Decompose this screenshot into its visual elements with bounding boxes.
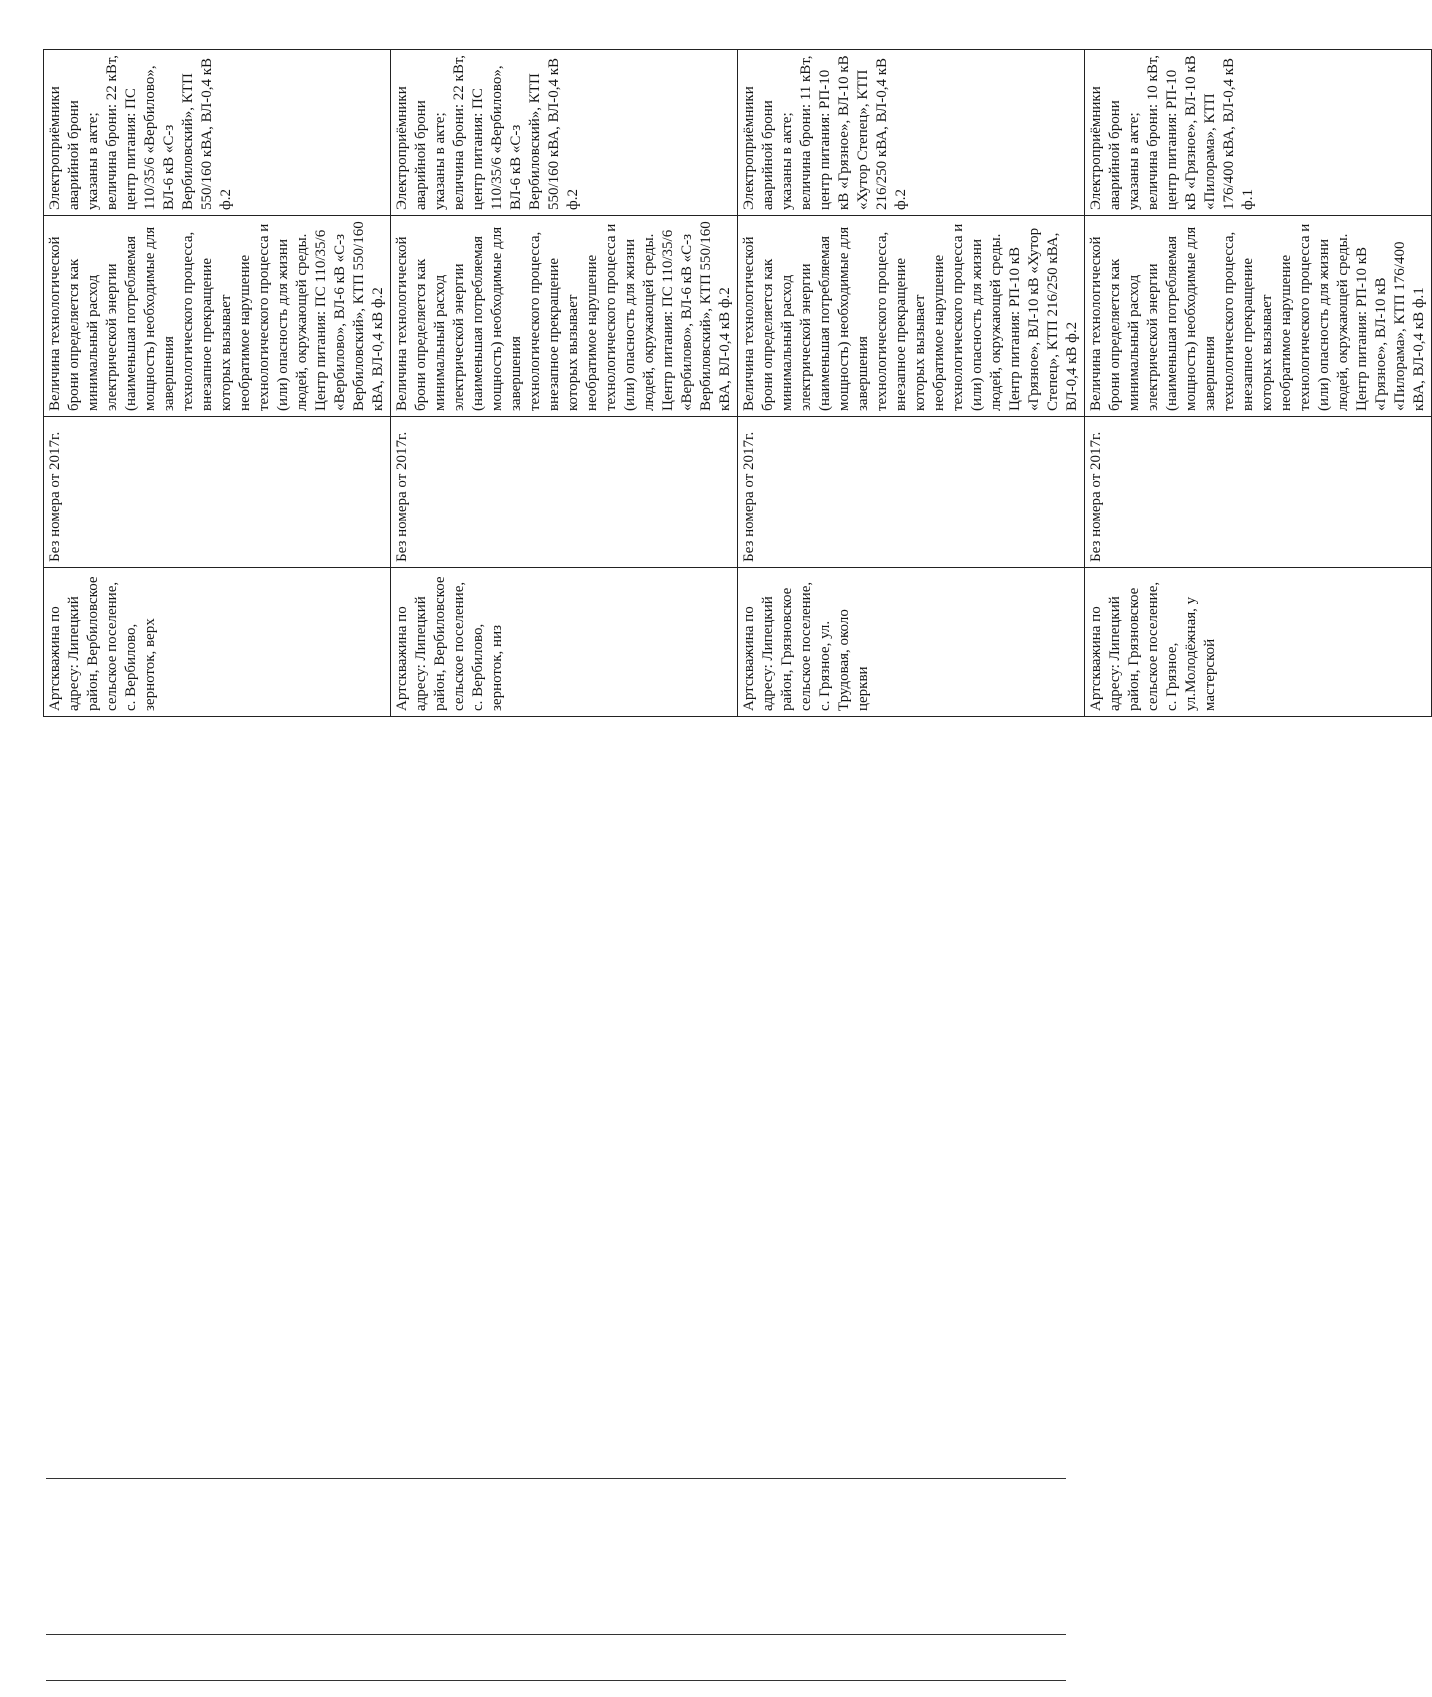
tech-reserve-cell: Величина технологической брони определяется как минимальный расход электрической энергии (наименьшая потребляемая мощность) необходимые для завершения технологического процесса, внезапное прекращение которых вызывает необратимое нарушение технологического процесса и (или) опасность для жизни людей, окружающей среды. Центр питания: ПС 110/35/6 «Вербилово», ВЛ-6 кВ «С-з Вербиловский», КТП 550/160 кВА, ВЛ-0,4 кВ ф.2 — [44, 216, 391, 417]
act-cell: Без номера от 2017г. — [738, 417, 1085, 568]
act-cell: Без номера от 2017г. — [44, 417, 391, 568]
rotated-table-container — [43, 0, 1427, 717]
emergency-reserve-cell: Электроприёмники аварийной брони указаны в акте; величина брони: 22 кВт, центр питания: ПС 110/35/6 «Вербилово», ВЛ-6 кВ «С-з Вербиловский», КТП 550/160 кВА, ВЛ-0,4 кВ ф.2 — [391, 50, 738, 216]
object-address-cell: Артскважина по адресу: Липецкий район, Вербиловское сельское поселение, с. Вербилово, зерноток, верх — [44, 568, 391, 717]
object-address-cell: Артскважина по адресу: Липецкий район, Грязновское сельское поселение, с. Грязное, ул.Молодёжная, у мастерской — [1085, 568, 1432, 717]
emergency-reserve-cell: Электроприёмники аварийной брони указаны в акте; величина брони: 11 кВт, центр питания: РП-10 кВ «Грязное», ВЛ-10 кВ «Хутор Степец», КТП 216/250 кВА, ВЛ-0,4 кВ ф.2 — [738, 50, 1085, 216]
tech-reserve-cell: Величина технологической брони определяется как минимальный расход электрической энергии (наименьшая потребляемая мощность) необходимые для завершения технологического процесса, внезапное прекращение которых вызывает необратимое нарушение технологического процесса и (или) опасность для жизни людей, окружающей среды. Центр питания: РП-10 кВ «Грязное», ВЛ-10 кВ «Пилорама», КТП 176/400 кВА, ВЛ-0,4 кВ ф.1 — [1085, 216, 1432, 417]
table-row — [391, 50, 738, 717]
table-row — [44, 50, 391, 717]
horizontal-rule — [46, 1634, 1066, 1635]
tech-reserve-cell: Величина технологической брони определяется как минимальный расход электрической энергии (наименьшая потребляемая мощность) необходимые для завершения технологического процесса, внезапное прекращение которых вызывает необратимое нарушение технологического процесса и (или) опасность для жизни людей, окружающей среды. Центр питания: РП-10 кВ «Грязное», ВЛ-10 кВ «Хутор Степец», КТП 216/250 кВА, ВЛ-0,4 кВ ф.2 — [738, 216, 1085, 417]
table-row — [1085, 50, 1432, 717]
act-cell: Без номера от 2017г. — [391, 417, 738, 568]
horizontal-rule — [46, 1680, 1066, 1681]
table-row — [738, 50, 1085, 717]
act-cell: Без номера от 2017г. — [1085, 417, 1432, 568]
object-address-cell: Артскважина по адресу: Липецкий район, Грязновское сельское поселение, с. Грязное, ул. Трудовая, около церкви — [738, 568, 1085, 717]
emergency-reserve-cell: Электроприёмники аварийной брони указаны в акте; величина брони: 10 кВт, центр питания: РП-10 кВ «Грязное», ВЛ-10 кВ «Пилорама», КТП 176/400 кВА, ВЛ-0,4 кВ ф.1 — [1085, 50, 1432, 216]
horizontal-rule — [46, 1478, 1066, 1479]
emergency-reserve-cell: Электроприёмники аварийной брони указаны в акте; величина брони: 22 кВт, центр питания: ПС 110/35/6 «Вербилово», ВЛ-6 кВ «С-з Вербиловский», КТП 550/160 кВА, ВЛ-0,4 кВ ф.2 — [44, 50, 391, 216]
object-address-cell: Артскважина по адресу: Липецкий район, Вербиловское сельское поселение, с. Вербилово, зерноток, низ — [391, 568, 738, 717]
reserve-table — [43, 49, 1432, 717]
tech-reserve-cell: Величина технологической брони определяется как минимальный расход электрической энергии (наименьшая потребляемая мощность) необходимые для завершения технологического процесса, внезапное прекращение которых вызывает необратимое нарушение технологического процесса и (или) опасность для жизни людей, окружающей среды. Центр питания: ПС 110/35/6 «Вербилово», ВЛ-6 кВ «С-з Вербиловский», КТП 550/160 кВА, ВЛ-0,4 кВ ф.2 — [391, 216, 738, 417]
